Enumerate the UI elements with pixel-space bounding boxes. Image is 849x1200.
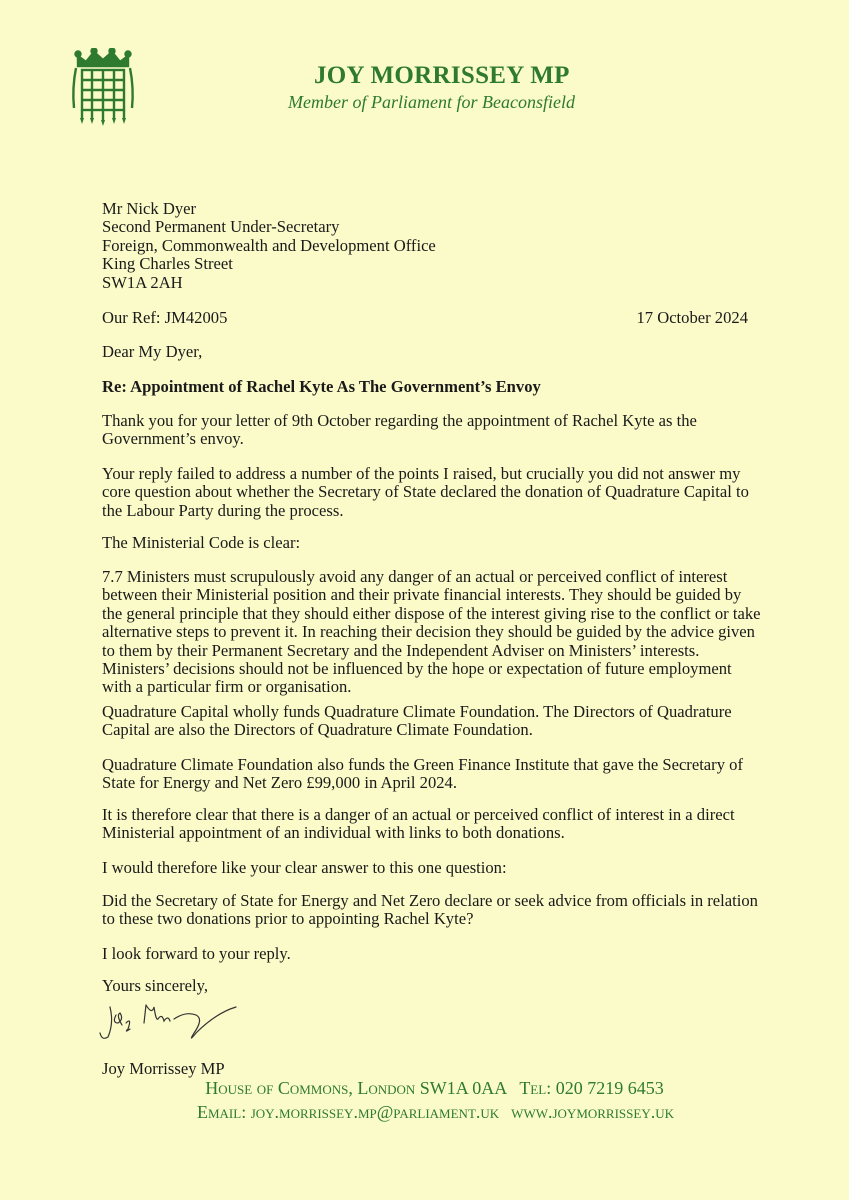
recipient-address — [102, 200, 762, 292]
reference: Our Ref: JM42005 — [102, 308, 228, 327]
paragraph-quote: 7.7 Ministers must scrupulously avoid any danger of an actual or perceived conflict of interest between their Ministerial position and their private financial interests. They should be guided by the general principle that they should either dispose of the interest giving rise to the conflict or take alternative steps to prevent it. In reaching their decision they should be guided by the advice given to them by their Permanent Secretary and the Independent Adviser on Ministers’ interests. Ministers’ decisions should not be influenced by the hope or expectation of future employment with a particular firm or organisation. — [102, 567, 761, 697]
recipient-org: Foreign, Commonwealth and Development Office — [102, 235, 436, 255]
portcullis-icon — [70, 48, 136, 126]
paragraph: I would therefore like your clear answer to this one question: — [102, 858, 507, 877]
salutation: Dear My Dyer, — [102, 342, 203, 361]
paragraph: The Ministerial Code is clear: — [102, 533, 301, 552]
closing: Yours sincerely, — [102, 976, 209, 995]
paragraph: Thank you for your letter of 9th October regarding the appointment of Rachel Kyte as the Government’s envoy. — [102, 411, 697, 449]
recipient-name: Mr Nick Dyer — [102, 199, 197, 218]
paragraph: Did the Secretary of State for Energy and Net Zero declare or seek advice from officials in relation to these two donations prior to appointing Rachel Kyte? — [102, 891, 758, 929]
footer-contact-line — [0, 1102, 849, 1123]
recipient-street: King Charles Street — [102, 254, 233, 274]
letter-date: 17 October 2024 — [636, 308, 748, 327]
recipient-postcode: SW1A 2AH — [102, 272, 183, 292]
handwritten-signature — [96, 993, 246, 1043]
paragraph: Your reply failed to address a number of the points I raised, but crucially you did not answer my core question about whether the Secretary of State declared the donation of Quadrature Capital to the Labour Party during the process. — [102, 464, 749, 520]
signer-name: Joy Morrissey MP — [102, 1059, 225, 1078]
letterhead-subtitle: Member of Parliament for Beaconsfield — [288, 92, 575, 112]
paragraph: I look forward to your reply. — [102, 944, 291, 963]
paragraph: It is therefore clear that there is a danger of an actual or perceived conflict of interest in a direct Ministerial appointment of an individual with links to both donations. — [102, 805, 735, 843]
recipient-title: Second Permanent Under-Secretary — [102, 217, 340, 237]
paragraph: Quadrature Capital wholly funds Quadrature Climate Foundation. The Directors of Quadrature Capital are also the Directors of Quadrature Climate Foundation. — [102, 702, 732, 740]
footer-email[interactable]: Email: joy.morrissey.mp@parliament.uk — [196, 1102, 500, 1122]
letterhead-name: JOY MORRISSEY MP — [314, 62, 570, 89]
footer-address: House of Commons, London SW1A 0AA — [205, 1078, 508, 1098]
footer-tel: Tel: 020 7219 6453 — [519, 1078, 664, 1098]
paragraph: Quadrature Climate Foundation also funds the Green Finance Institute that gave the Secretary of State for Energy and Net Zero £99,000 in April 2024. — [102, 755, 743, 793]
footer-address-line — [0, 1078, 849, 1099]
subject-line: Re: Appointment of Rachel Kyte As The Government’s Envoy — [102, 377, 541, 396]
footer-web[interactable]: www.joymorrissey.uk — [511, 1102, 675, 1122]
